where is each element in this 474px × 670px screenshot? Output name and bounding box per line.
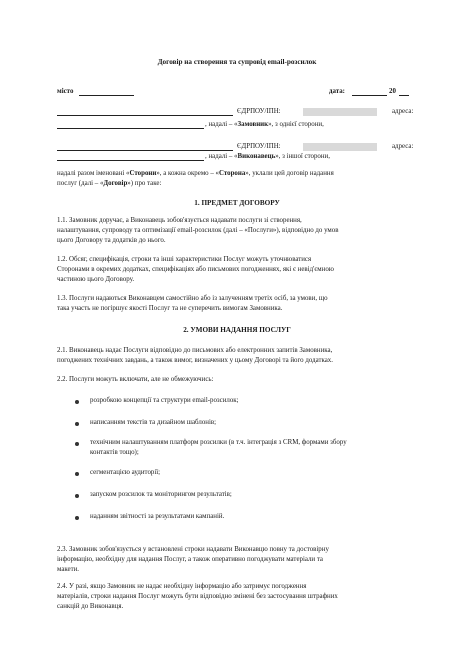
list-item: написанням текстів та дизайном шаблонів; [90, 419, 217, 426]
contractor-address-label: адреса: [392, 143, 414, 150]
city-field[interactable] [79, 95, 134, 96]
date-year-field[interactable] [399, 95, 409, 96]
bullet-dot [75, 472, 79, 476]
contractor-role: , надалі – «Виконавець», з іншої сторони, [205, 153, 330, 160]
list-item: технічним налаштуванням платформ розсилки (в т.ч. інтеграція з CRM, формами збору контактів тощо); [90, 439, 347, 456]
customer-address-label: адреса: [392, 108, 414, 115]
customer-role: , надалі – «Замовник», з однієї сторони, [205, 121, 324, 128]
section-1-heading: 1. ПРЕДМЕТ ДОГОВОРУ [194, 199, 280, 207]
date-year-prefix: 20 [389, 88, 396, 95]
clause-1-2: 1.2. Обсяг, специфікація, строки та інші характеристики Послуг можуть уточнюватися Сторонами в окремих додатках, специфікаціях або письмових погодженнях, які є невід'ємною частиною цього Договору. [57, 256, 334, 283]
contractor-name-field[interactable] [57, 150, 233, 151]
list-item: розробкою концепції та структури email-розсилок; [90, 397, 239, 404]
customer-address-field[interactable] [57, 128, 204, 129]
customer-name-field[interactable] [57, 115, 233, 116]
contractor-code-field[interactable] [303, 143, 377, 151]
city-label: місто [57, 88, 74, 95]
clause-1-1: 1.1. Замовник доручає, а Виконавець зобов'язується надавати послуги зі створення, налаштування, супроводу та оптимізації email-розсилок (далі – «Послуги»), відповідно до умов цього Договору та додатків до нього. [57, 217, 339, 244]
document-title: Договір на створення та супровід email-розсилок [157, 58, 317, 66]
list-item: сегментацією аудиторії; [90, 469, 161, 476]
section-2-heading: 2. УМОВИ НАДАННЯ ПОСЛУГ [183, 326, 291, 334]
list-item: запуском розсилок та моніторингом результатів; [90, 491, 232, 498]
customer-code-field[interactable] [303, 108, 377, 116]
clause-2-3: 2.3. Замовник зобов'язується у встановлені строки надавати Виконавцю повну та достовірну інформацію, необхідну для надання Послуг, а також оперативно погоджувати матеріали та макети. [57, 546, 329, 573]
bullet-dot [75, 442, 79, 446]
date-field[interactable] [352, 95, 387, 96]
contractor-code-label: ЄДРПОУ/ІПН: [237, 143, 281, 150]
list-item: наданням звітності за результатами кампаній. [90, 513, 225, 520]
customer-code-label: ЄДРПОУ/ІПН: [237, 108, 281, 115]
bullet-dot [75, 400, 79, 404]
clause-2-1: 2.1. Виконавець надає Послуги відповідно до письмових або електронних запитів Замовника, погоджених технічних завдань, а також вимог, визначених у цьому Договорі та його додатках. [57, 347, 333, 364]
clause-1-3: 1.3. Послуги надаються Виконавцем самостійно або із залученням третіх осіб, за умови, що така участь не погіршує якості Послуг та не суперечить вимогам Замовника. [57, 295, 328, 312]
clause-2-4: 2.4. У разі, якщо Замовник не надає необхідну інформацію або затримує погодження матеріалів, строки надання Послуг можуть бути відповідно змінені без застосування штрафних санкцій до Виконавця. [57, 583, 338, 610]
contractor-address-field[interactable] [57, 160, 204, 161]
intro-paragraph: надалі разом іменовані «Сторони», а кожна окремо – «Сторона», уклали цей договір надання послуг (далі – «Договір») про таке: [57, 170, 334, 187]
bullet-dot [75, 422, 79, 426]
clause-2-2-intro: 2.2. Послуги можуть включати, але не обмежуючись: [57, 376, 214, 383]
bullet-dot [75, 516, 79, 520]
bullet-dot [75, 494, 79, 498]
date-label: дата: [329, 88, 345, 95]
